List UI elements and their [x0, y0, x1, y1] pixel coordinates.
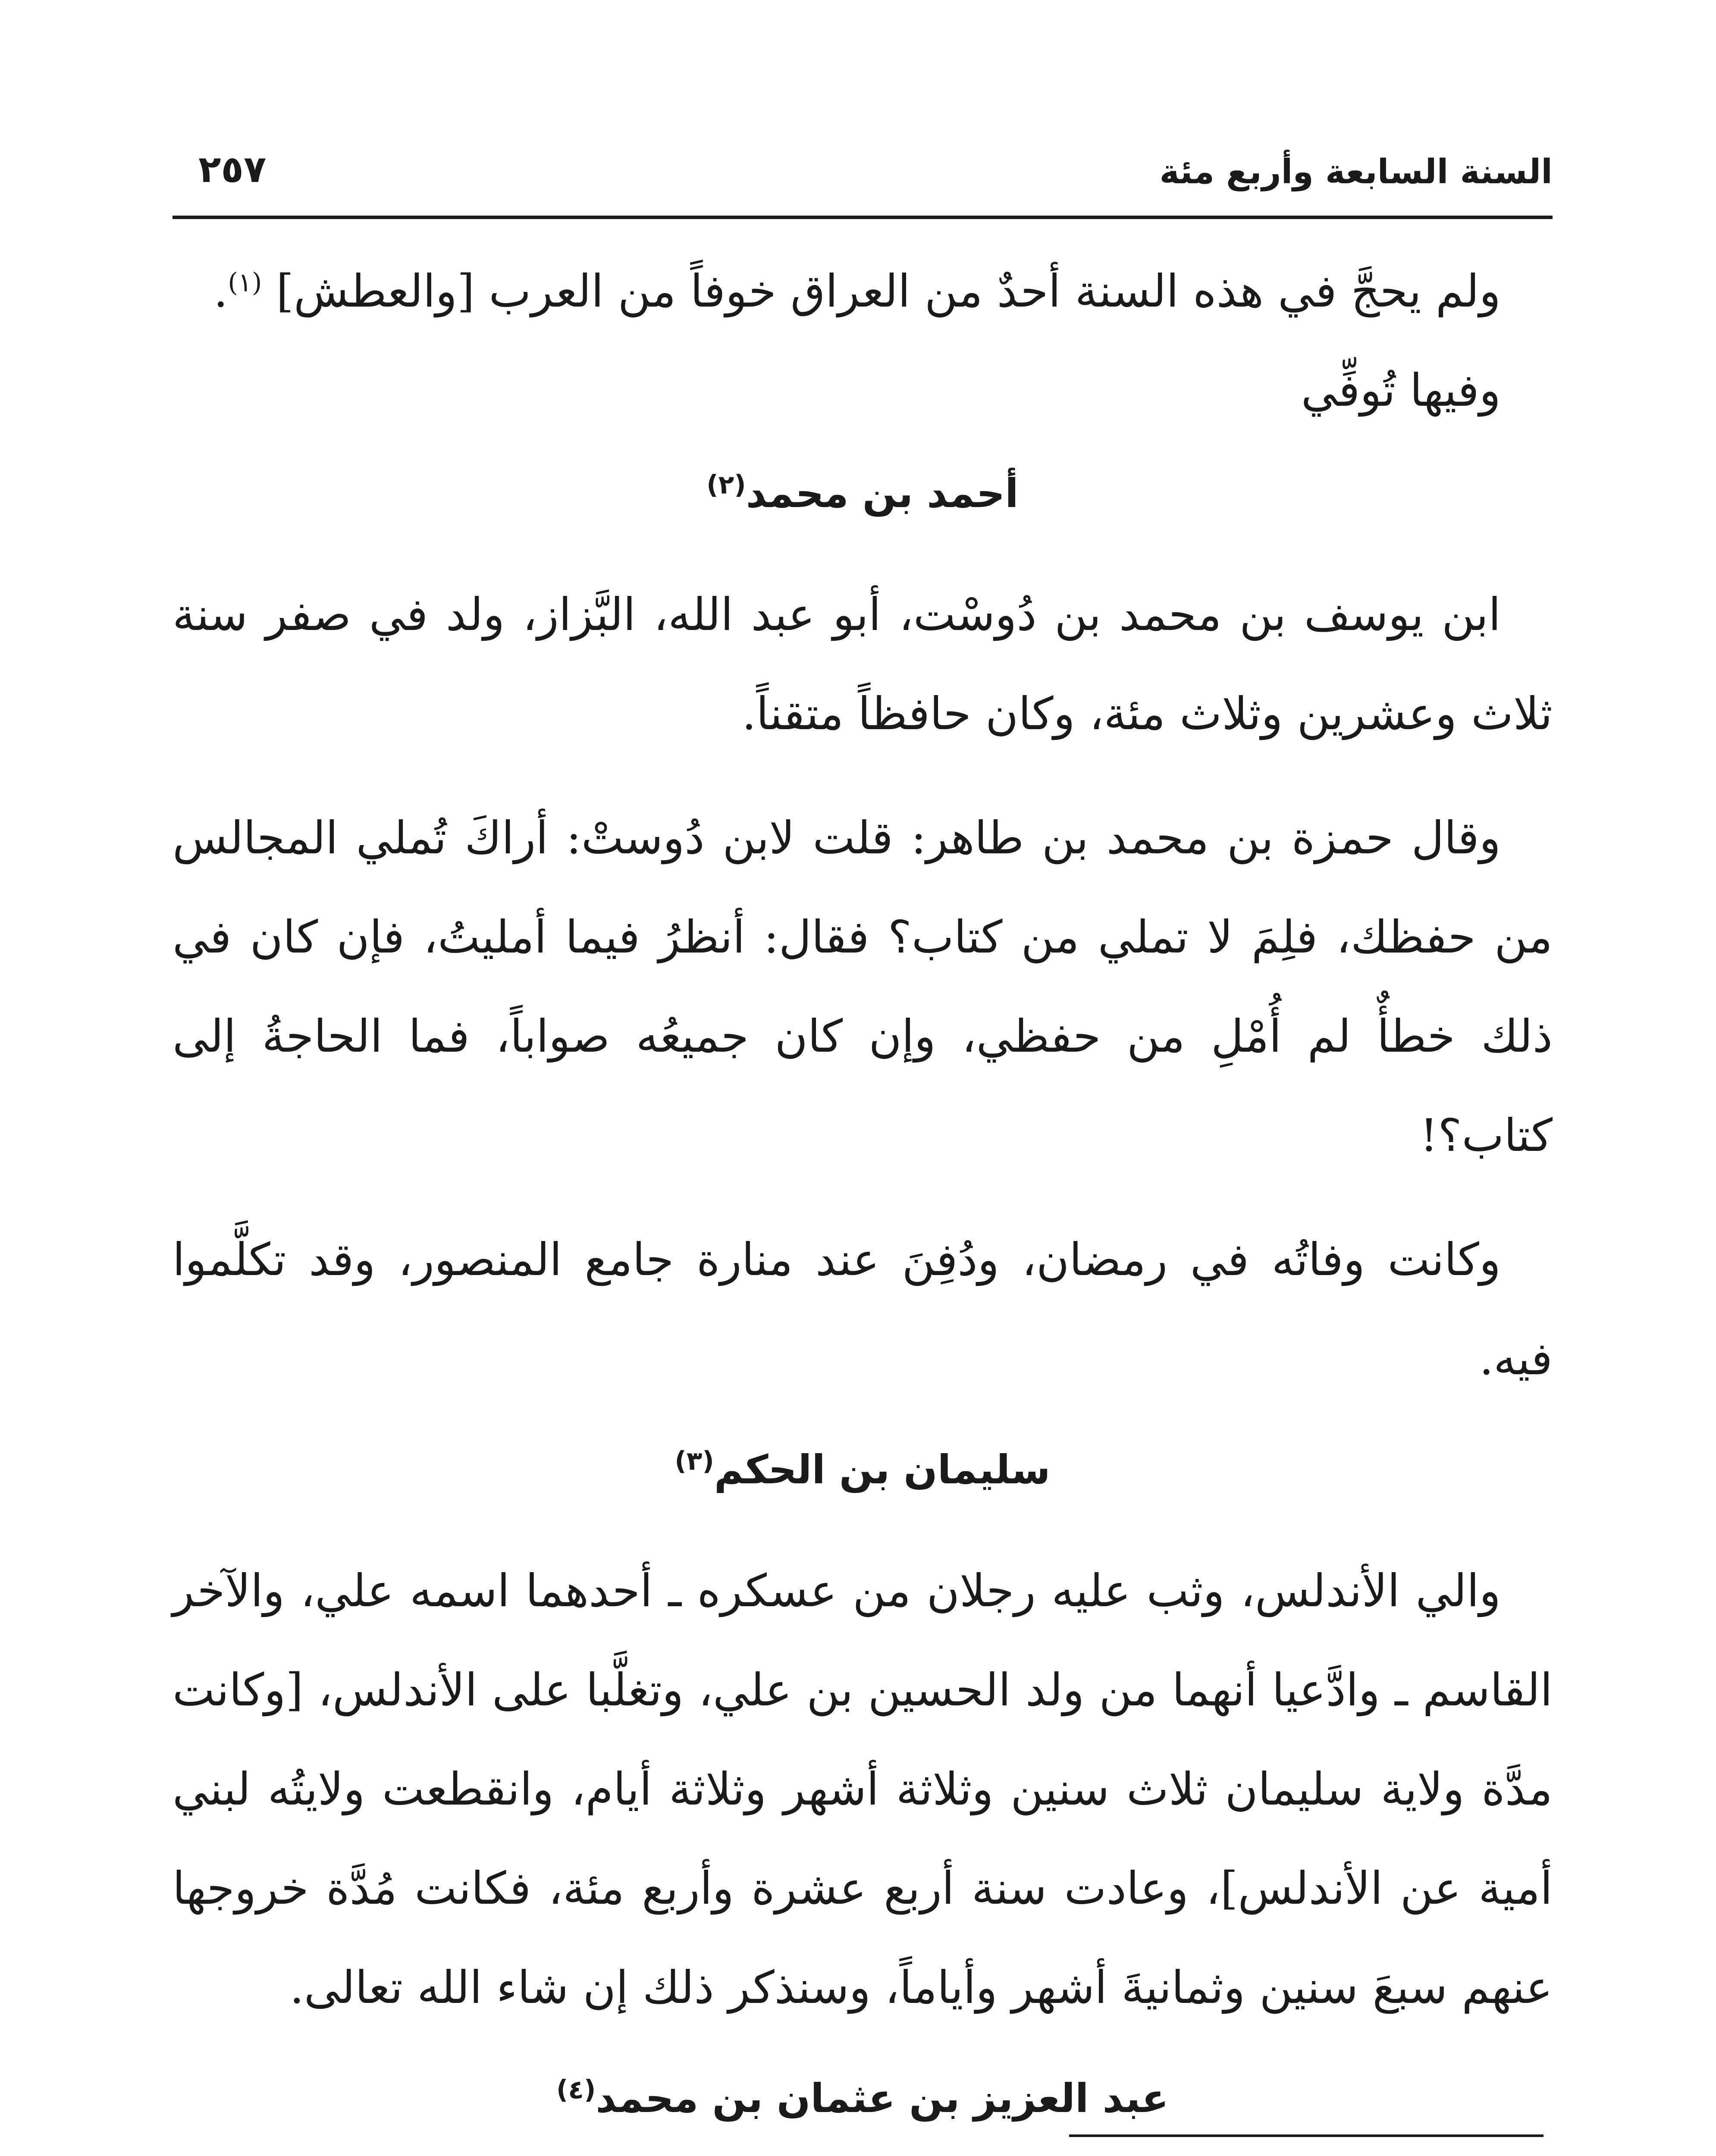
- intro-line-1-text: ولم يحجَّ في هذه السنة أحدٌ من العراق خوفاً من العرب [والعطش]: [276, 265, 1501, 317]
- footnote-divider: [1069, 2134, 1543, 2137]
- paragraph: ابن يوسف بن محمد بن دُوسْت، أبو عبد الله، البَّزاز، ولد في صفر سنة ثلاث وعشرين وثلاث مئة، وكان حافظاً متقناً.: [173, 588, 1553, 740]
- paragraph: والي الأندلس، وثب عليه رجلان من عسكره ـ أحدهما اسمه علي، والآخر القاسم ـ وادَّعيا أنهما من ولد الحسين بن علي، وتغلَّبا على الأندلس، [وكانت مدَّة ولاية سليمان ثلاث سنين وثلاثة أشهر وثلاثة أيام، وانقطعت ولايتُه لبني أمية عن الأندلس]، وعادت سنة أربع عشرة وأربع مئة، فكانت مُدَّة خروجها عنهم سبعَ سنين وثمانيةَ أشهر وأياماً، وسنذكر ذلك إن شاء الله تعالى.: [173, 1564, 1553, 2014]
- page-header: [173, 142, 1553, 219]
- running-title: السنة السابعة وأربع مئة: [1159, 153, 1553, 191]
- footnote-ref-4: (٤): [556, 2075, 596, 2105]
- page-number: ٢٥٧: [198, 148, 267, 191]
- section-heading-ahmad: [173, 457, 1553, 530]
- paragraph: وقال حمزة بن محمد بن طاهر: قلت لابن دُوستْ: أراكَ تُملي المجالس من حفظك، فلِمَ لا تملي من كتاب؟ فقال: أنظرُ فيما أمليتُ، فإن كان في ذلك خطأٌ لم أُمْلِ من حفظي، وإن كان جميعُه صواباً، فما الحاجةُ إلى كتاب؟!: [173, 812, 1553, 1162]
- paragraph: وكانت وفاتُه في رمضان، ودُفِنَ عند منارة جامع المنصور، وقد تكلَّموا فيه.: [173, 1233, 1553, 1385]
- footnote-ref-3: (٣): [674, 1446, 714, 1476]
- footnote-ref-2: (٢): [706, 470, 746, 500]
- intro-line-1-period: .: [213, 265, 228, 317]
- main-text: [173, 241, 1553, 2122]
- section-heading-abd-al-aziz: [173, 2062, 1553, 2135]
- section-heading-sulayman: [173, 1433, 1553, 1507]
- section-heading-sulayman-text: سليمان بن الحكم: [714, 1447, 1051, 1493]
- section-heading-abd-al-aziz-text: عبد العزيز بن عثمان بن محمد: [596, 2075, 1169, 2122]
- footnote-ref-1: (١): [228, 267, 262, 298]
- section-heading-ahmad-text: أحمد بن محمد: [746, 470, 1019, 517]
- intro-line-2: وفيها تُوفِّي: [1301, 364, 1501, 417]
- intro-line-1: [173, 241, 1553, 341]
